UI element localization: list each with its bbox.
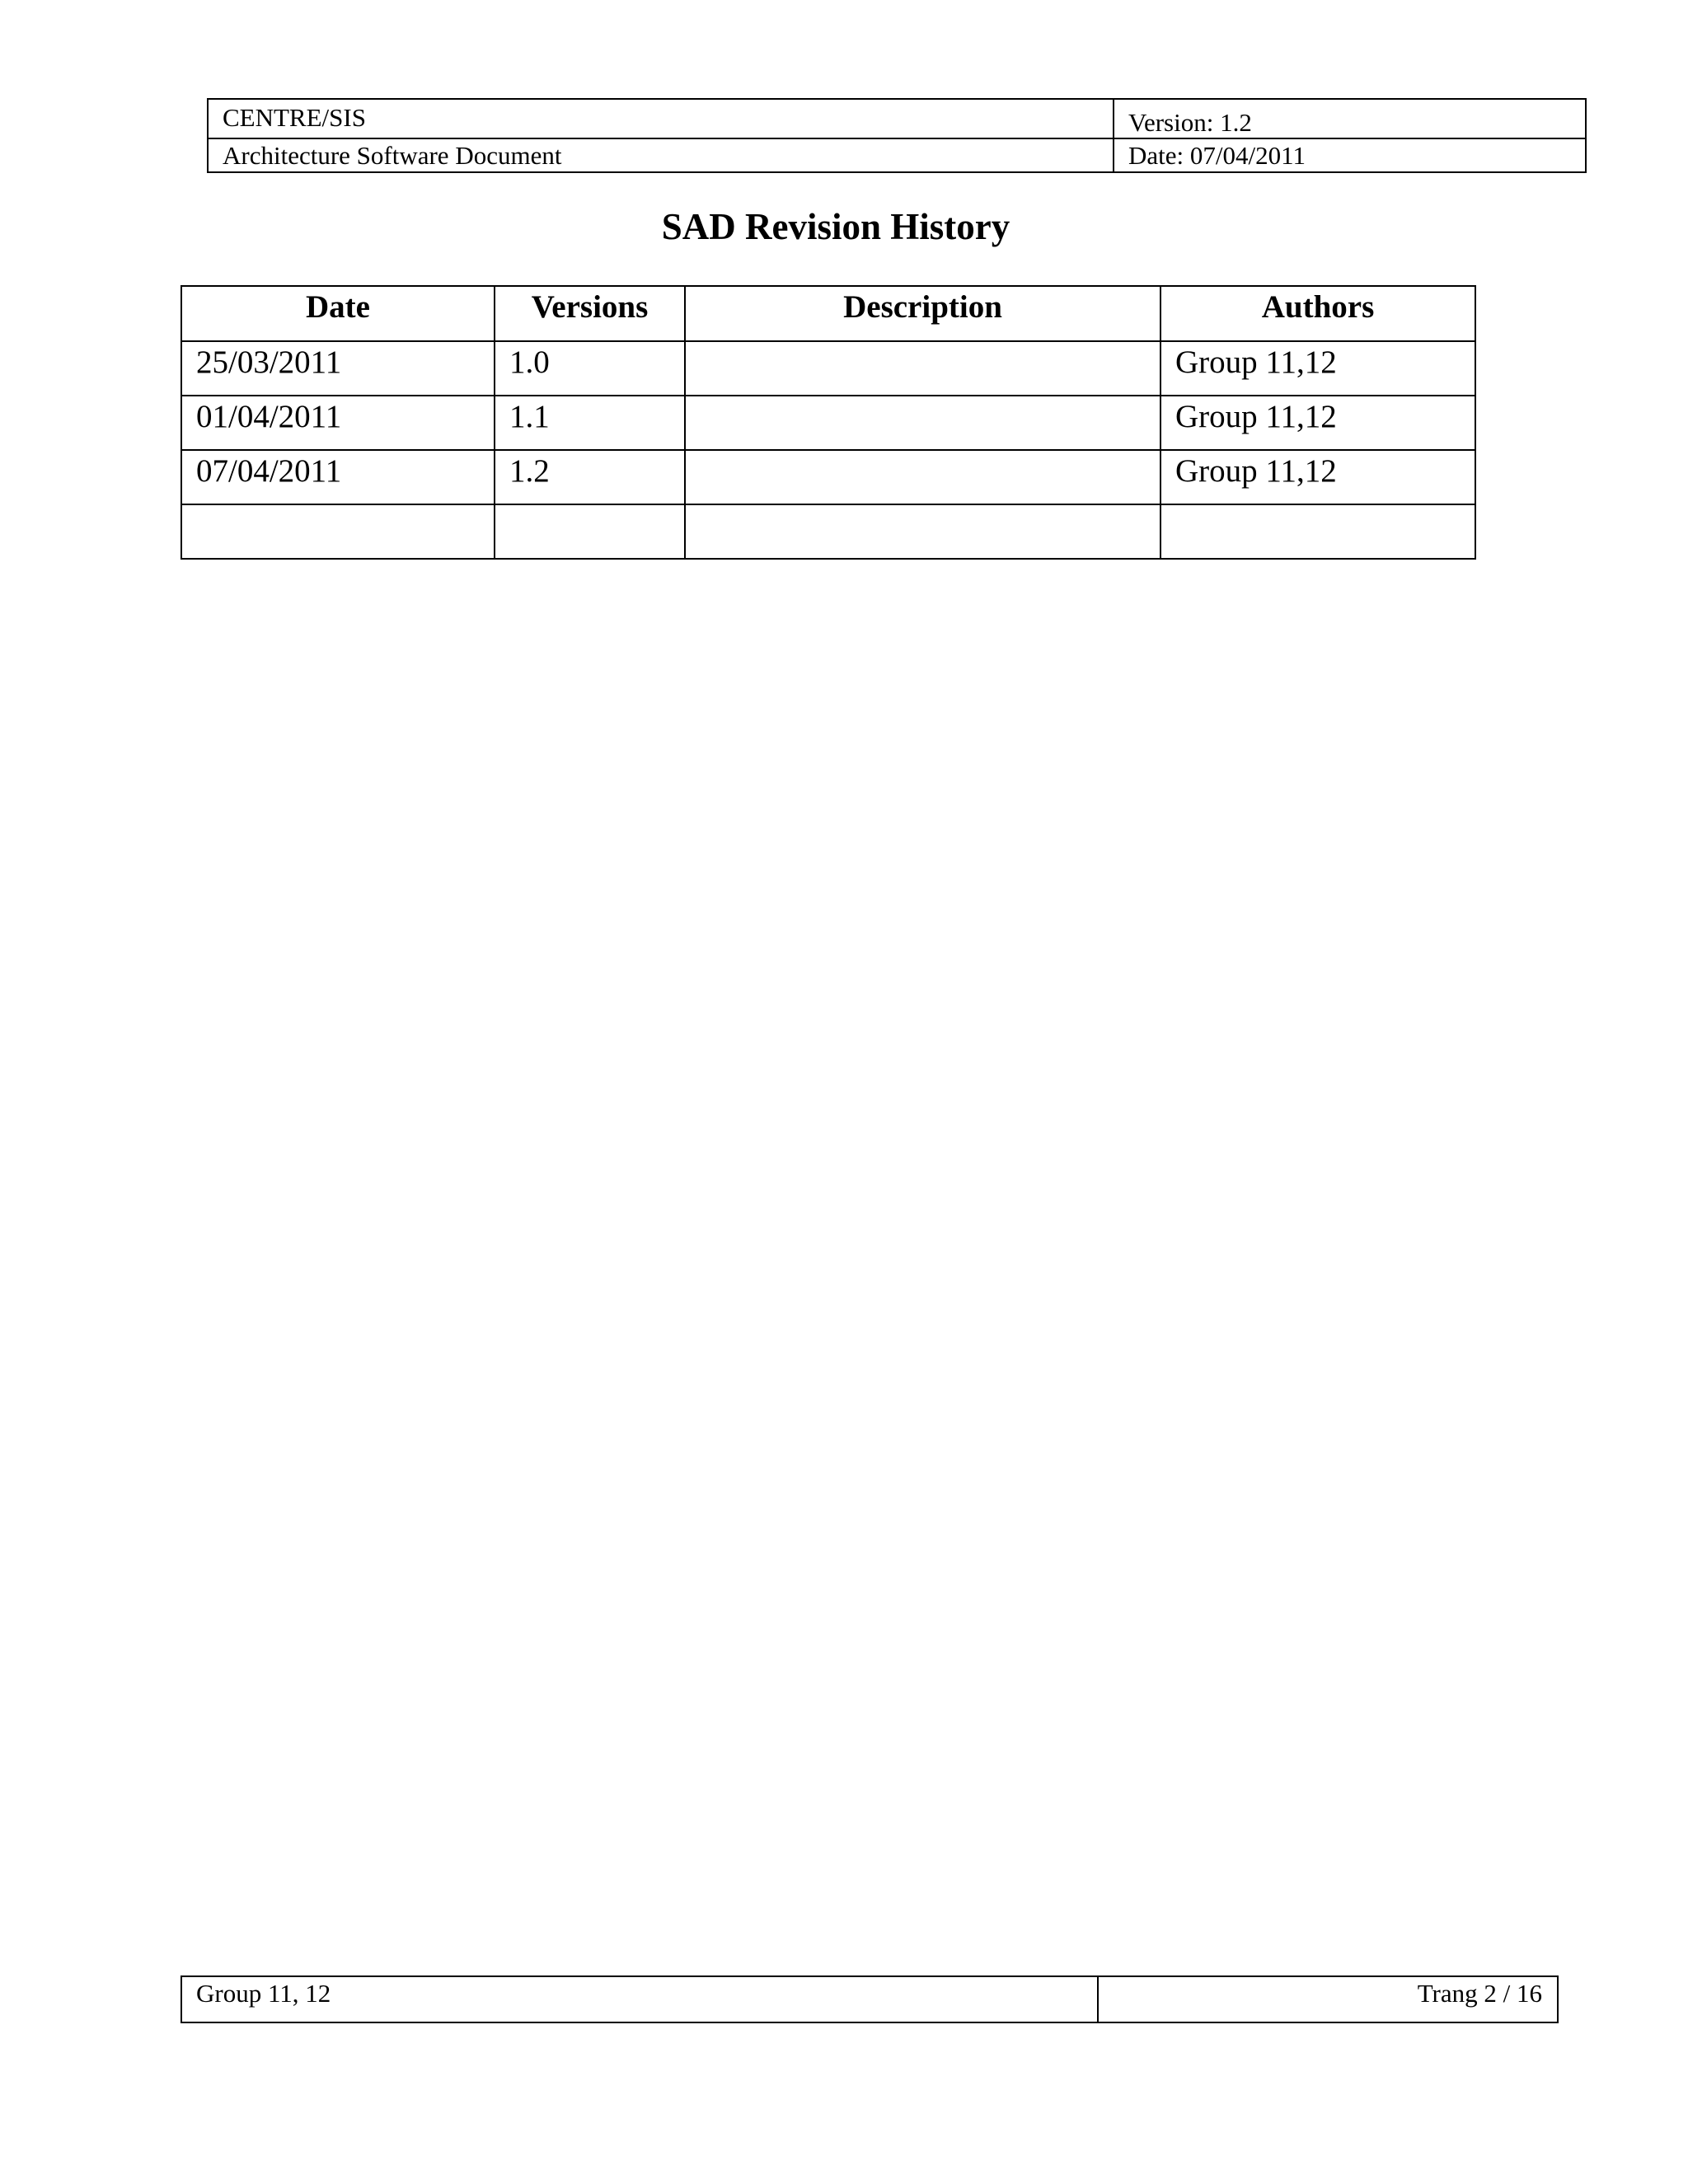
cell-date: 01/04/2011 [181, 396, 495, 450]
footer-group: Group 11, 12 [181, 1976, 1098, 2022]
cell-description [685, 504, 1160, 559]
revision-history-table [181, 285, 1476, 560]
cell-authors: Group 11,12 [1160, 396, 1475, 450]
header-date: Date: 07/04/2011 [1114, 138, 1586, 172]
table-row [181, 396, 1475, 450]
cell-date: 25/03/2011 [181, 341, 495, 396]
footer-row [181, 1976, 1558, 2022]
table-row [181, 450, 1475, 504]
cell-authors: Group 11,12 [1160, 450, 1475, 504]
table-header-row [181, 286, 1475, 341]
column-header-authors: Authors [1160, 286, 1475, 341]
document-footer [181, 1975, 1559, 2023]
cell-version: 1.2 [495, 450, 685, 504]
footer-page-number: Trang 2 / 16 [1098, 1976, 1558, 2022]
cell-authors: Group 11,12 [1160, 341, 1475, 396]
cell-version: 1.1 [495, 396, 685, 450]
cell-description [685, 396, 1160, 450]
cell-version: 1.0 [495, 341, 685, 396]
cell-description [685, 341, 1160, 396]
cell-date [181, 504, 495, 559]
cell-version [495, 504, 685, 559]
cell-date: 07/04/2011 [181, 450, 495, 504]
column-header-description: Description [685, 286, 1160, 341]
header-organization: CENTRE/SIS [208, 99, 1114, 138]
page-title: SAD Revision History [661, 206, 1010, 247]
header-row-2 [208, 138, 1586, 172]
document-header [207, 98, 1587, 173]
column-header-date: Date [181, 286, 495, 341]
header-version: Version: 1.2 [1114, 99, 1586, 138]
column-header-versions: Versions [495, 286, 685, 341]
header-document-name: Architecture Software Document [208, 138, 1114, 172]
table-row [181, 504, 1475, 559]
cell-description [685, 450, 1160, 504]
table-row [181, 341, 1475, 396]
cell-authors [1160, 504, 1475, 559]
header-row-1 [208, 99, 1586, 138]
